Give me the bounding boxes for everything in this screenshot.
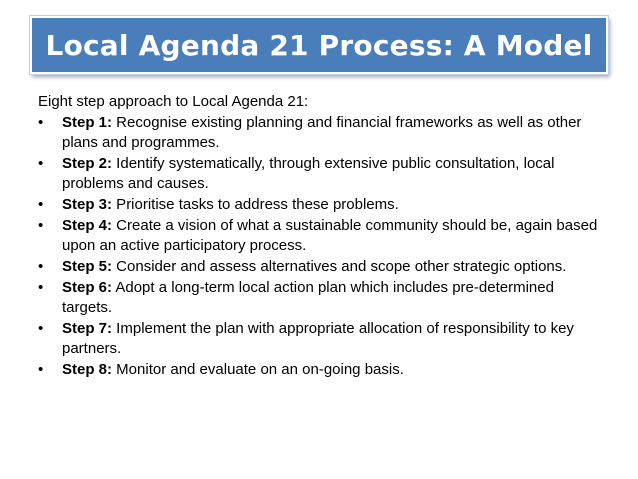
bullet-icon: • bbox=[38, 114, 44, 131]
step-label: Step 8: bbox=[62, 361, 113, 378]
bullet-icon: • bbox=[38, 320, 44, 337]
step-item-3 bbox=[38, 195, 608, 215]
step-item-4 bbox=[38, 216, 608, 256]
step-label: Step 7: bbox=[62, 320, 113, 337]
step-text: Adopt a long-term local action plan which includes pre-determined targets. bbox=[62, 279, 554, 316]
step-label: Step 3: bbox=[62, 196, 113, 213]
bullet-icon: • bbox=[38, 217, 44, 234]
step-item-7 bbox=[38, 319, 608, 359]
step-text: Consider and assess alternatives and scope other strategic options. bbox=[112, 258, 567, 275]
step-item-2 bbox=[38, 154, 608, 194]
step-item-5 bbox=[38, 257, 608, 277]
step-label: Step 6: bbox=[62, 279, 113, 296]
step-label: Step 4: bbox=[62, 217, 113, 234]
bullet-icon: • bbox=[38, 196, 44, 213]
steps-list bbox=[38, 113, 608, 380]
bullet-icon: • bbox=[38, 279, 44, 296]
step-item-8 bbox=[38, 360, 608, 380]
bullet-icon: • bbox=[38, 258, 44, 275]
bullet-icon: • bbox=[38, 155, 44, 172]
step-text: Prioritise tasks to address these problems. bbox=[112, 196, 399, 213]
step-text: Implement the plan with appropriate allocation of responsibility to key partners. bbox=[62, 320, 574, 357]
step-label: Step 1: bbox=[62, 114, 113, 131]
slide-body bbox=[38, 92, 608, 381]
step-item-1 bbox=[38, 113, 608, 153]
step-text: Recognise existing planning and financial frameworks as well as other plans and programmes. bbox=[62, 114, 582, 151]
slide-title: Local Agenda 21 Process: A Model bbox=[45, 28, 593, 62]
step-item-6 bbox=[38, 278, 608, 318]
intro-text: Eight step approach to Local Agenda 21: bbox=[38, 93, 309, 110]
step-text: Identify systematically, through extensive public consultation, local problems and causes. bbox=[62, 155, 555, 192]
step-text: Monitor and evaluate on an on-going basis. bbox=[112, 361, 404, 378]
step-text: Create a vision of what a sustainable community should be, again based upon an active participatory process. bbox=[62, 217, 598, 254]
step-label: Step 2: bbox=[62, 155, 113, 172]
step-label: Step 5: bbox=[62, 258, 113, 275]
title-banner bbox=[30, 16, 608, 74]
bullet-icon: • bbox=[38, 361, 44, 378]
